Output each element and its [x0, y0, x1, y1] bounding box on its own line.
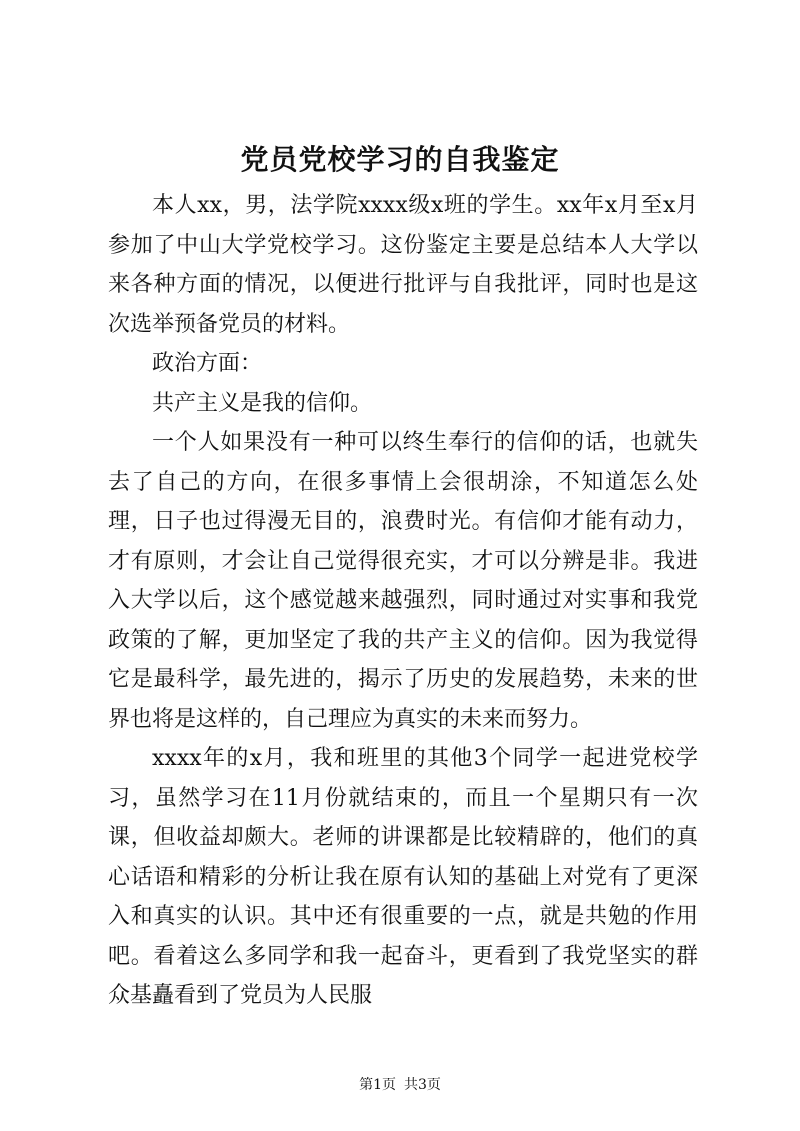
- page-total: 共3页: [404, 1077, 441, 1093]
- paragraph-intro: 本人xx，男，法学院xxxx级x班的学生。xx年x月至x月参加了中山大学党校学习。这份鉴定主要是总结本人大学以来各种方面的情况，以便进行批评与自我批评，同时也是这次选举预备党员的材料。: [108, 193, 698, 337]
- paragraph-party-school: xxxx年的x月，我和班里的其他3个同学一起进党校学习，虽然学习在11月份就结束的，而且一个星期只有一次课，但收益却颇大。老师的讲课都是比较精辟的，他们的真心话语和精彩的分析让我在原有认知的基础上对党有了更深入和真实的认识。其中还有很重要的一点，就是共勉的作用吧。看着这么多同学和我一起奋斗，更看到了我党坚实的群众基矗看到了党员为人民服: [108, 746, 698, 1008]
- document-title: 党员党校学习的自我鉴定: [240, 143, 560, 176]
- paragraph-politics-heading: 政治方面：: [152, 351, 263, 376]
- page-number: 第1页: [359, 1077, 396, 1093]
- document-body: [108, 186, 698, 1016]
- page-footer: [0, 1075, 800, 1095]
- paragraph-faith: 一个人如果没有一种可以终生奉行的信仰的话，也就失去了自己的方向，在很多事情上会很胡涂，不知道怎么处理，日子也过得漫无目的，浪费时光。有信仰才能有动力，才有原则，才会让自己觉得很充实，才可以分辨是非。我进入大学以后，这个感觉越来越强烈，同时通过对实事和我党政策的了解，更加坚定了我的共产主义的信仰。因为我觉得它是最科学，最先进的，揭示了历史的发展趋势，未来的世界也将是这样的，自己理应为真实的未来而努力。: [108, 430, 698, 732]
- paragraph-belief: 共产主义是我的信仰。: [152, 390, 373, 416]
